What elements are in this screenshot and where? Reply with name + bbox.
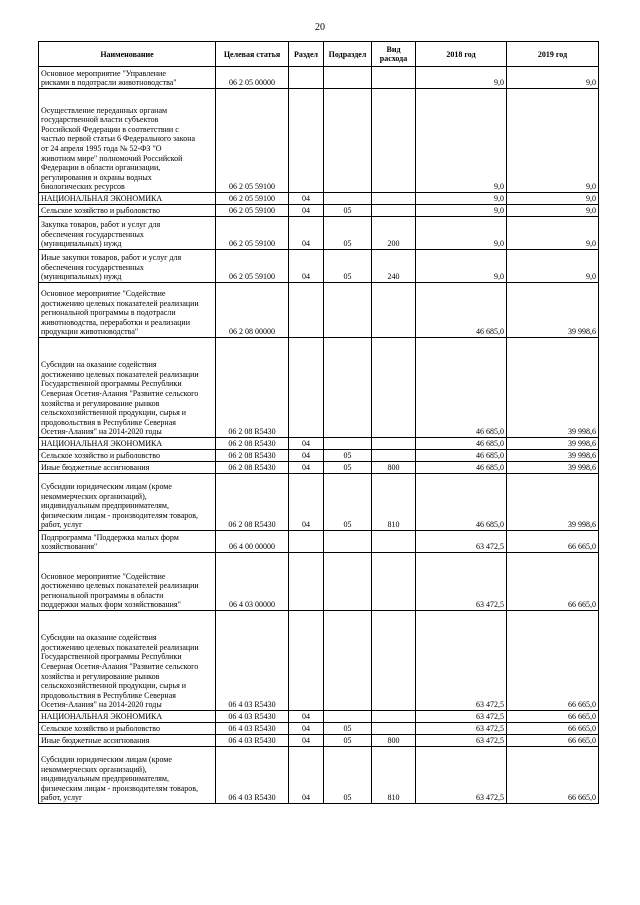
- cell-podrazdel: 05: [324, 723, 372, 735]
- cell-podrazdel: [324, 531, 372, 553]
- cell-vid: 810: [372, 474, 416, 531]
- table-row: [39, 438, 599, 450]
- cell-vid: 800: [372, 462, 416, 474]
- table-row: [39, 711, 599, 723]
- cell-2019: 39 998,6: [507, 474, 599, 531]
- header-2019: 2019 год: [507, 42, 599, 67]
- cell-razdel: 04: [289, 711, 324, 723]
- cell-2018: 9,0: [416, 250, 507, 283]
- cell-podrazdel: 05: [324, 462, 372, 474]
- cell-code: 06 2 05 59100: [216, 250, 289, 283]
- cell-2019: 66 665,0: [507, 735, 599, 747]
- cell-podrazdel: 05: [324, 474, 372, 531]
- cell-name: Основное мероприятие "Управление рисками в подотрасли животноводства": [39, 67, 216, 89]
- cell-vid: 240: [372, 250, 416, 283]
- cell-2018: 46 685,0: [416, 338, 507, 438]
- cell-razdel: [289, 338, 324, 438]
- cell-razdel: 04: [289, 462, 324, 474]
- cell-2018: 63 472,5: [416, 747, 507, 804]
- cell-2019: 39 998,6: [507, 462, 599, 474]
- cell-vid: [372, 205, 416, 217]
- table-row: [39, 193, 599, 205]
- table-row: [39, 553, 599, 611]
- table-row: [39, 205, 599, 217]
- cell-name: НАЦИОНАЛЬНАЯ ЭКОНОМИКА: [39, 438, 216, 450]
- cell-name: Основное мероприятие "Содействие достижению целевых показателей реализации региональной программы в подотрасли животноводства, переработки и реализации продукции животноводства": [39, 283, 216, 338]
- cell-razdel: 04: [289, 735, 324, 747]
- cell-2019: 9,0: [507, 205, 599, 217]
- cell-2018: 9,0: [416, 89, 507, 193]
- header-podrazdel: Подраздел: [324, 42, 372, 67]
- cell-2019: 66 665,0: [507, 747, 599, 804]
- cell-2019: 9,0: [507, 250, 599, 283]
- cell-vid: 200: [372, 217, 416, 250]
- cell-2019: 66 665,0: [507, 553, 599, 611]
- table-row: [39, 67, 599, 89]
- cell-2018: 46 685,0: [416, 438, 507, 450]
- cell-podrazdel: [324, 711, 372, 723]
- cell-2018: 63 472,5: [416, 553, 507, 611]
- table-row: [39, 250, 599, 283]
- cell-vid: [372, 67, 416, 89]
- cell-code: 06 2 08 R5430: [216, 338, 289, 438]
- cell-razdel: [289, 553, 324, 611]
- cell-2019: 9,0: [507, 217, 599, 250]
- cell-podrazdel: [324, 611, 372, 711]
- cell-code: 06 2 05 59100: [216, 205, 289, 217]
- cell-code: 06 4 03 R5430: [216, 747, 289, 804]
- cell-vid: [372, 531, 416, 553]
- cell-razdel: 04: [289, 438, 324, 450]
- cell-code: 06 2 05 59100: [216, 89, 289, 193]
- cell-2019: 9,0: [507, 67, 599, 89]
- cell-name: Основное мероприятие "Содействие достижению целевых показателей реализации региональной программы в области поддержки малых форм хозяйствования": [39, 553, 216, 611]
- cell-vid: [372, 553, 416, 611]
- cell-2018: 46 685,0: [416, 474, 507, 531]
- cell-2018: 46 685,0: [416, 283, 507, 338]
- table-row: [39, 735, 599, 747]
- cell-2019: 39 998,6: [507, 450, 599, 462]
- cell-code: 06 4 03 00000: [216, 553, 289, 611]
- cell-razdel: 04: [289, 193, 324, 205]
- cell-2018: 9,0: [416, 217, 507, 250]
- table-row: [39, 89, 599, 193]
- header-code: Целевая статья: [216, 42, 289, 67]
- cell-2019: 9,0: [507, 89, 599, 193]
- cell-2018: 63 472,5: [416, 611, 507, 711]
- cell-code: 06 2 08 R5430: [216, 462, 289, 474]
- cell-name: НАЦИОНАЛЬНАЯ ЭКОНОМИКА: [39, 193, 216, 205]
- cell-vid: [372, 283, 416, 338]
- cell-name: Субсидии на оказание содействия достижению целевых показателей реализации Государственной программы Республики Северная Осетия-Алания "Развитие сельского хозяйства и регулирование рынков сельскохозяйственной продукции, сырья и продовольствия в Республике Северная Осетия-Алания" на 2014-2020 годы: [39, 611, 216, 711]
- cell-podrazdel: 05: [324, 250, 372, 283]
- cell-razdel: 04: [289, 250, 324, 283]
- table-row: [39, 611, 599, 711]
- cell-code: 06 2 08 R5430: [216, 474, 289, 531]
- cell-razdel: [289, 283, 324, 338]
- cell-code: 06 4 03 R5430: [216, 723, 289, 735]
- cell-podrazdel: [324, 89, 372, 193]
- cell-vid: [372, 193, 416, 205]
- cell-podrazdel: [324, 67, 372, 89]
- cell-name: Осуществление переданных органам государственной власти субъектов Российской Федерации в соответствии с частью первой статьи 6 Федерального закона от 24 апреля 1995 года № 52-ФЗ "О животном мире" полномочий Российской Федерации в области организации, регулирования и охраны водных биологических ресурсов: [39, 89, 216, 193]
- cell-podrazdel: 05: [324, 205, 372, 217]
- budget-table: [38, 41, 599, 804]
- cell-name: НАЦИОНАЛЬНАЯ ЭКОНОМИКА: [39, 711, 216, 723]
- cell-name: Подпрограмма "Поддержка малых форм хозяйствования": [39, 531, 216, 553]
- cell-podrazdel: [324, 438, 372, 450]
- cell-name: Субсидии юридическим лицам (кроме некоммерческих организаций), индивидуальным предпринимателям, физическим лицам - производителям товаров, работ, услуг: [39, 474, 216, 531]
- cell-name: Иные бюджетные ассигнования: [39, 735, 216, 747]
- cell-razdel: 04: [289, 205, 324, 217]
- cell-vid: [372, 89, 416, 193]
- cell-code: 06 2 05 59100: [216, 217, 289, 250]
- cell-2018: 46 685,0: [416, 450, 507, 462]
- table-row: [39, 283, 599, 338]
- cell-podrazdel: [324, 338, 372, 438]
- cell-2018: 46 685,0: [416, 462, 507, 474]
- cell-podrazdel: [324, 553, 372, 611]
- table-row: [39, 217, 599, 250]
- cell-2019: 66 665,0: [507, 711, 599, 723]
- cell-vid: 800: [372, 735, 416, 747]
- cell-vid: [372, 711, 416, 723]
- table-row: [39, 723, 599, 735]
- table-row: [39, 531, 599, 553]
- cell-razdel: [289, 89, 324, 193]
- cell-2019: 39 998,6: [507, 438, 599, 450]
- cell-vid: [372, 438, 416, 450]
- cell-razdel: 04: [289, 450, 324, 462]
- cell-2019: 39 998,6: [507, 338, 599, 438]
- table-row: [39, 474, 599, 531]
- cell-code: 06 4 03 R5430: [216, 611, 289, 711]
- cell-name: Иные бюджетные ассигнования: [39, 462, 216, 474]
- cell-name: Субсидии на оказание содействия достижению целевых показателей реализации Государственной программы Республики Северная Осетия-Алания "Развитие сельского хозяйства и регулирование рынков сельскохозяйственной продукции, сырья и продовольствия в Республике Северная Осетия-Алания" на 2014-2020 годы: [39, 338, 216, 438]
- cell-vid: [372, 338, 416, 438]
- cell-2019: 39 998,6: [507, 283, 599, 338]
- table-row: [39, 747, 599, 804]
- cell-2018: 63 472,5: [416, 711, 507, 723]
- cell-2018: 9,0: [416, 67, 507, 89]
- cell-vid: [372, 611, 416, 711]
- header-razdel: Раздел: [289, 42, 324, 67]
- header-name: Наименование: [39, 42, 216, 67]
- table-header-row: [39, 42, 599, 67]
- page-number: 20: [315, 22, 325, 33]
- cell-code: 06 2 08 R5430: [216, 450, 289, 462]
- cell-vid: [372, 723, 416, 735]
- cell-name: Сельское хозяйство и рыболовство: [39, 205, 216, 217]
- cell-2019: 9,0: [507, 193, 599, 205]
- cell-code: 06 4 00 00000: [216, 531, 289, 553]
- cell-podrazdel: [324, 193, 372, 205]
- cell-code: 06 2 08 00000: [216, 283, 289, 338]
- cell-razdel: [289, 531, 324, 553]
- cell-2019: 66 665,0: [507, 531, 599, 553]
- table-row: [39, 338, 599, 438]
- cell-podrazdel: 05: [324, 450, 372, 462]
- cell-razdel: [289, 67, 324, 89]
- cell-razdel: [289, 611, 324, 711]
- cell-razdel: 04: [289, 217, 324, 250]
- cell-vid: [372, 450, 416, 462]
- cell-name: Сельское хозяйство и рыболовство: [39, 723, 216, 735]
- cell-2018: 9,0: [416, 193, 507, 205]
- cell-name: Закупка товаров, работ и услуг для обеспечения государственных (муниципальных) нужд: [39, 217, 216, 250]
- cell-vid: 810: [372, 747, 416, 804]
- cell-podrazdel: 05: [324, 747, 372, 804]
- table-row: [39, 462, 599, 474]
- cell-code: 06 4 03 R5430: [216, 711, 289, 723]
- cell-name: Сельское хозяйство и рыболовство: [39, 450, 216, 462]
- header-2018: 2018 год: [416, 42, 507, 67]
- cell-podrazdel: 05: [324, 735, 372, 747]
- cell-code: 06 2 05 00000: [216, 67, 289, 89]
- cell-podrazdel: 05: [324, 217, 372, 250]
- header-vid: Вид расхода: [372, 42, 416, 67]
- cell-code: 06 2 05 59100: [216, 193, 289, 205]
- cell-razdel: 04: [289, 474, 324, 531]
- table-row: [39, 450, 599, 462]
- cell-code: 06 4 03 R5430: [216, 735, 289, 747]
- cell-code: 06 2 08 R5430: [216, 438, 289, 450]
- cell-2019: 66 665,0: [507, 611, 599, 711]
- cell-razdel: 04: [289, 747, 324, 804]
- cell-2019: 66 665,0: [507, 723, 599, 735]
- cell-name: Иные закупки товаров, работ и услуг для обеспечения государственных (муниципальных) нужд: [39, 250, 216, 283]
- cell-2018: 63 472,5: [416, 723, 507, 735]
- cell-2018: 63 472,5: [416, 531, 507, 553]
- cell-razdel: 04: [289, 723, 324, 735]
- cell-podrazdel: [324, 283, 372, 338]
- cell-name: Субсидии юридическим лицам (кроме некоммерческих организаций), индивидуальным предпринимателям, физическим лицам - производителям товаров, работ, услуг: [39, 747, 216, 804]
- cell-2018: 9,0: [416, 205, 507, 217]
- cell-2018: 63 472,5: [416, 735, 507, 747]
